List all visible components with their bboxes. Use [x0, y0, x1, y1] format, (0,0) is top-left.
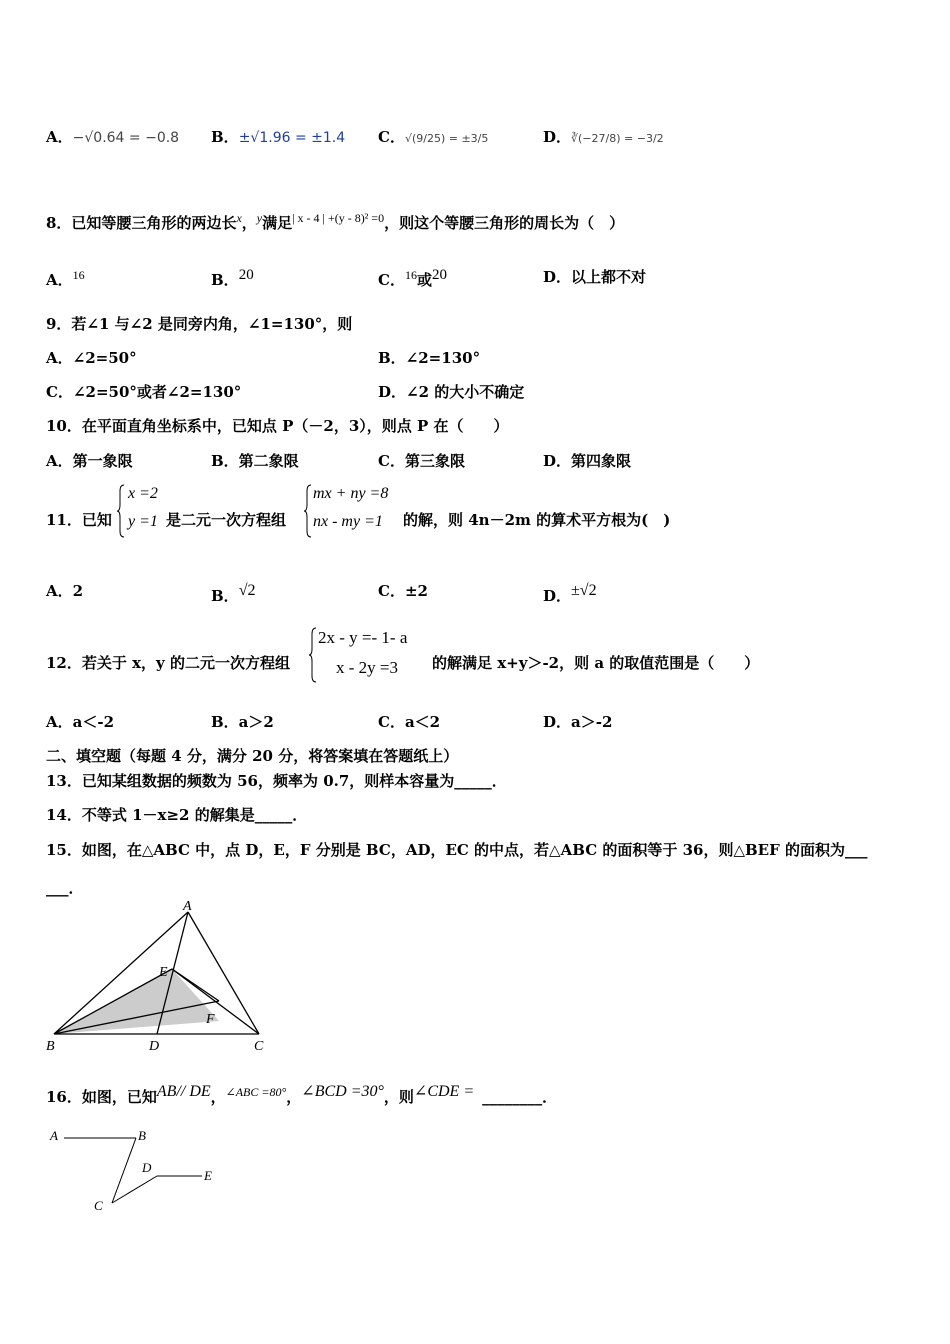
q11-stem-a: 11．已知: [46, 511, 112, 529]
q10-option-b: B．第二象限: [211, 452, 299, 470]
q11-option-d: D．$^{\pm√2}$: [543, 582, 597, 605]
q11-option-b: B．$^{√2}$: [211, 582, 256, 605]
q9-stem: 9．若∠1 与∠2 是同旁内角，∠1=130°，则: [46, 315, 353, 333]
q15-triangle-figure: [40, 900, 280, 1055]
q12-stem-a: 12．若关于 x，y 的二元一次方程组: [46, 654, 290, 672]
q8-option-a: A．$^{16}$: [46, 268, 85, 289]
label-b: B: [46, 1039, 55, 1054]
q11-sys2-line1: mx + ny =8: [313, 485, 389, 502]
q7-option-c: C．√(9/25) = ±3/5: [378, 128, 489, 146]
q12-option-d: D．a＞-2: [543, 713, 613, 731]
q9-option-a: A．∠2=50°: [46, 349, 137, 367]
q11-sys2-line2: nx - my =1: [313, 513, 383, 530]
q11-option-c: C．±2: [378, 582, 428, 600]
q11-system-1: [116, 483, 166, 539]
section-heading: 二、填空题（每题 4 分，满分 20 分，将答案填在答题纸上）: [46, 747, 459, 765]
q12-sys-line1: 2x - y =- 1- a: [318, 628, 408, 647]
q15-stem-cont: ___．: [46, 879, 84, 897]
label-e: E: [204, 1168, 212, 1183]
q9-option-b: B．∠2=130°: [378, 349, 481, 367]
q8-option-d: D．以上都不对: [543, 268, 647, 286]
label-a: A: [50, 1128, 58, 1143]
q15-stem: 15．如图，在△ABC 中，点 D，E，F 分别是 BC，AD，EC 的中点，若△ABC 的面积等于 36，则△BEF 的面积为___: [46, 841, 868, 859]
q10-option-d: D．第四象限: [543, 452, 632, 470]
q11-system-2: [303, 483, 403, 539]
label-c: C: [254, 1039, 264, 1054]
q12-stem-b: 的解满足 x+y＞-2，则 a 的取值范围是（ ）: [432, 654, 760, 672]
label-c: C: [94, 1198, 103, 1213]
q13-stem: 13．已知某组数据的频数为 56，频率为 0.7，则样本容量为_____．: [46, 772, 507, 790]
q9-option-d: D．∠2 的大小不确定: [378, 383, 525, 401]
brace-icon: [308, 626, 318, 684]
label-e: E: [159, 965, 168, 980]
q8-stem: 8．已知等腰三角形的两边长$^x$，$^y$满足$^{| x - 4 | +(y - 8)^2 =0}$，则这个等腰三角形的周长为（ ）: [46, 211, 625, 232]
q10-option-c: C．第三象限: [378, 452, 465, 470]
brace-icon: [116, 483, 126, 539]
q10-stem: 10．在平面直角坐标系中，已知点 P（－2，3），则点 P 在（ ）: [46, 417, 509, 435]
brace-icon: [303, 483, 313, 539]
q10-option-a: A．第一象限: [46, 452, 133, 470]
q11-stem-b: 是二元一次方程组: [166, 511, 287, 529]
q11-sys1-line2: y =1: [128, 513, 158, 530]
q9-option-c: C．∠2=50°或者∠2=130°: [46, 383, 242, 401]
q16-parallel-lines-figure: [44, 1120, 234, 1220]
q11-stem-c: 的解，则 4n－2m 的算术平方根为( ): [403, 511, 671, 529]
q12-option-a: A．a＜-2: [46, 713, 115, 731]
q14-stem: 14．不等式 1－x≥2 的解集是_____．: [46, 806, 308, 824]
label-d: D: [142, 1160, 152, 1175]
q12-sys-line2: x - 2y =3: [336, 658, 398, 677]
q12-option-c: C．a＜2: [378, 713, 441, 731]
q7-option-a: A．−√0.64 = −0.8: [46, 128, 180, 146]
q7-option-b: B．±√1.96 = ±1.4: [211, 128, 346, 146]
q12-system: [308, 626, 433, 684]
label-f: F: [206, 1012, 215, 1027]
q8-option-b: B．$^{20}$: [211, 267, 254, 289]
q11-option-a: A．2: [46, 582, 84, 600]
q16-stem: 16．如图，已知$^{AB// DE}$，$^{\angle ABC =80^\circ}$，$^{\angle BCD =30^\circ}$，则$^{\angle CDE =}$ ________．: [46, 1083, 558, 1106]
q7-option-d: D．∛(−27/8) = −3/2: [543, 128, 664, 146]
label-b: B: [138, 1128, 146, 1143]
label-d: D: [149, 1039, 160, 1054]
q12-option-b: B．a＞2: [211, 713, 274, 731]
shaded-triangle-bef: [54, 969, 219, 1034]
label-a: A: [183, 900, 192, 914]
q8-option-c: C．$^{16}$或$^{20}$: [378, 267, 447, 289]
q11-sys1-line1: x =2: [128, 485, 158, 502]
